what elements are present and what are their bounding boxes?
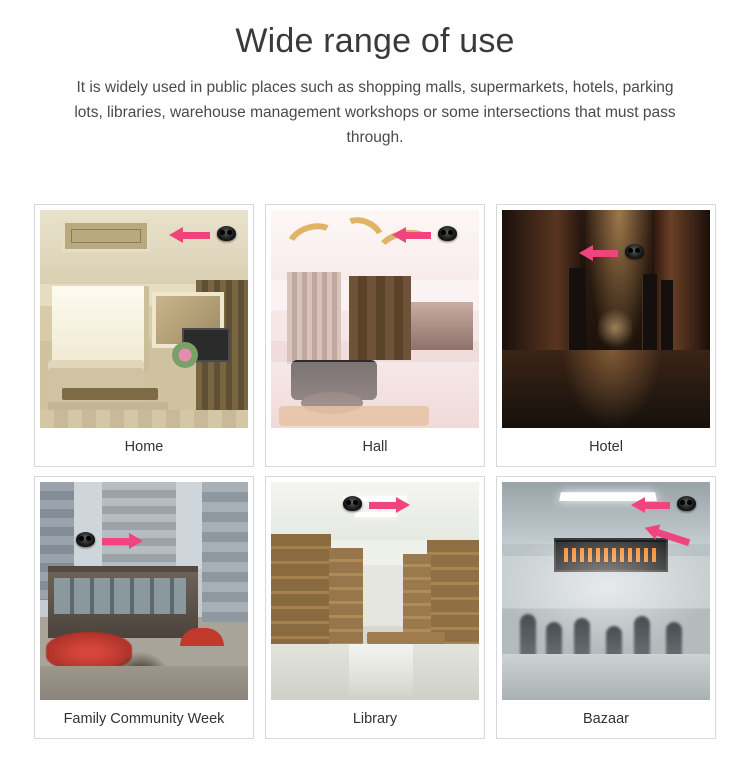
curtain [287,272,341,364]
apartment-tower [102,482,176,568]
scene-caption: Library [352,711,398,727]
pointer-arrow-icon [182,232,210,239]
bookshelf [403,554,431,638]
scene-card-grid [34,204,716,739]
floor [502,654,710,700]
motion-sensor-icon [438,226,457,241]
room-door [642,274,657,358]
bookshelf [329,548,363,644]
wood-wall-panel [349,276,411,360]
scene-image-hotel-corridor [502,210,710,428]
ceiling-light-fixture [62,220,150,252]
room-door [568,268,585,360]
umbrella [180,628,224,646]
scene-card-family-community-week[interactable] [34,476,254,739]
scene-card-bazaar[interactable] [496,476,716,739]
scene-image-market-concourse [502,482,710,700]
scene-image-hotel-lobby [271,210,479,428]
polished-floor [271,362,479,428]
scene-card-home[interactable] [34,204,254,467]
corridor-floor [502,350,710,428]
product-feature-page [0,22,750,772]
scene-caption: Bazaar [583,711,629,727]
floor [271,644,479,700]
ceiling-light [355,512,397,517]
pavement [40,666,248,700]
floor [40,410,248,428]
page-title: Wide range of use [235,22,515,60]
page-description: It is widely used in public places such as shopping malls, supermarkets, hotels, parking lots, libraries, warehouse management workshops or some intersections that must pass through. [74,79,676,146]
scene-caption: Hall [362,439,388,455]
bookshelf [271,534,331,654]
pointer-arrow-icon [369,502,397,509]
reading-table [367,632,445,644]
scene-caption: Home [124,439,164,455]
scene-image-residential-street [40,482,248,700]
flower-vase [172,342,198,368]
scene-card-hall[interactable] [265,204,485,467]
motion-sensor-icon [217,226,236,241]
bookshelf [427,540,479,644]
motion-sensor-icon [677,496,696,511]
scene-caption: Hotel [589,439,623,455]
pointer-arrow-icon [644,502,670,509]
motion-sensor-icon [625,244,644,259]
storefront-windows [54,578,186,614]
scene-image-library-aisle [271,482,479,700]
reception-desk [411,302,473,350]
motion-sensor-icon [343,496,362,511]
pointer-arrow-icon [405,232,431,239]
scene-card-hotel[interactable] [496,204,716,467]
apartment-tower [202,482,248,622]
scene-caption: Family Community Week [63,711,225,727]
scene-card-library[interactable] [265,476,485,739]
ceiling [271,482,479,540]
pointer-arrow-icon [592,250,618,257]
motion-sensor-icon [76,532,95,547]
coffee-table [62,388,158,400]
corridor-vanishing-point [598,306,632,350]
scene-image-living-room [40,210,248,428]
pointer-arrow-icon [102,538,130,545]
room-door [660,280,673,354]
